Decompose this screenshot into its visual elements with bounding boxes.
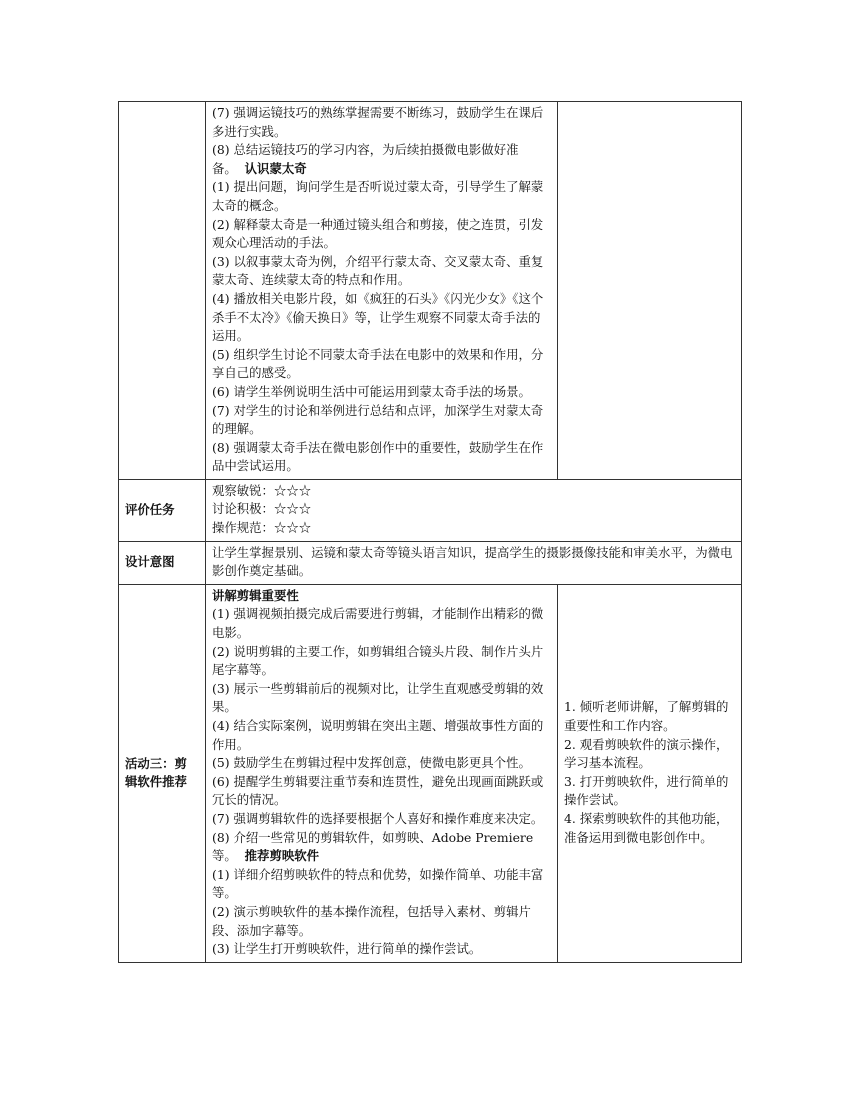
section-heading-editing: 讲解剪辑重要性 <box>212 587 299 603</box>
list-item: (1) 提出问题，询问学生是否听说过蒙太奇，引导学生了解蒙太奇的概念。 <box>212 179 544 213</box>
activity3-label: 活动三：剪辑软件推荐 <box>119 584 206 962</box>
list-item: (3) 展示一些剪辑前后的视频对比，让学生直观感受剪辑的效果。 <box>212 680 544 715</box>
list-item: (8) 总结运镜技巧的学习内容，为后续拍摄微电影做好准备。 认识蒙太奇 <box>212 142 519 176</box>
list-item: (8) 介绍一些常见的剪辑软件，如剪映、Adobe Premiere 等。 推荐剪映软件 <box>212 829 534 864</box>
list-item: (7) 对学生的讨论和举例进行总结和点评，加深学生对蒙太奇的理解。 <box>212 402 544 437</box>
design-intent-label: 设计意图 <box>119 541 206 584</box>
student-step: 2. 观看剪映软件的演示操作，学习基本流程。 <box>564 736 729 771</box>
list-item: (6) 请学生举例说明生活中可能运用到蒙太奇手法的场景。 <box>212 383 531 399</box>
activity3-student-cell <box>558 584 742 962</box>
table-row <box>119 479 742 541</box>
student-step: 3. 打开剪映软件，进行简单的操作尝试。 <box>564 773 729 808</box>
design-intent-text: 让学生掌握景别、运镜和蒙太奇等镜头语言知识，提高学生的摄影摄像技能和审美水平，为微电影创作奠定基础。 <box>206 541 742 584</box>
list-item: (4) 结合实际案例，说明剪辑在突出主题、增强故事性方面的作用。 <box>212 718 544 752</box>
list-item: (8) 强调蒙太奇手法在微电影创作中的重要性，鼓励学生在作品中尝试运用。 <box>212 439 544 474</box>
list-item: (7) 强调运镜技巧的熟练掌握需要不断练习，鼓励学生在课后多进行实践。 <box>212 105 544 139</box>
table-row <box>119 541 742 584</box>
activity3-teacher-cell <box>206 584 558 962</box>
rating-line: 观察敏锐：☆☆☆ <box>212 482 312 498</box>
evaluation-content <box>206 479 742 541</box>
list-item: (5) 组织学生讨论不同蒙太奇手法在电影中的效果和作用，分享自己的感受。 <box>212 346 544 381</box>
section-heading-jianying: 推荐剪映软件 <box>244 848 320 864</box>
list-item: (2) 解释蒙太奇是一种通过镜头组合和剪接，使之连贯，引发观众心理活动的手法。 <box>212 216 544 251</box>
rating-line: 讨论积极：☆☆☆ <box>212 501 312 517</box>
table-row <box>119 102 742 480</box>
student-activity-cell-empty <box>558 102 742 480</box>
student-step: 1. 倾听老师讲解，了解剪辑的重要性和工作内容。 <box>564 699 729 733</box>
student-step: 4. 探索剪映软件的其他功能，准备运用到微电影创作中。 <box>564 810 729 845</box>
list-item: (5) 鼓励学生在剪辑过程中发挥创意，使微电影更具个性。 <box>212 755 531 771</box>
list-item: (4) 播放相关电影片段，如《疯狂的石头》《闪光少女》《这个杀手不太冷》《偷天换日》等，让学生观察不同蒙太奇手法的运用。 <box>212 290 544 344</box>
list-item: (2) 演示剪映软件的基本操作流程，包括导入素材、剪辑片段、添加字幕等。 <box>212 903 531 938</box>
list-item: (1) 强调视频拍摄完成后需要进行剪辑，才能制作出精彩的微电影。 <box>212 606 544 641</box>
list-item: (3) 让学生打开剪映软件，进行简单的操作尝试。 <box>212 941 482 957</box>
section-heading-montage: 认识蒙太奇 <box>244 160 307 176</box>
montage-content-cell <box>206 102 558 480</box>
evaluation-label: 评价任务 <box>119 479 206 541</box>
list-item: (3) 以叙事蒙太奇为例，介绍平行蒙太奇、交叉蒙太奇、重复蒙太奇、连续蒙太奇的特点和作用。 <box>212 253 544 288</box>
list-item: (6) 提醒学生剪辑要注重节奏和连贯性，避免出现画面跳跃或冗长的情况。 <box>212 773 544 808</box>
list-item: (7) 强调剪辑软件的选择要根据个人喜好和操作难度来决定。 <box>212 810 544 826</box>
lesson-plan-table <box>118 101 742 963</box>
list-item: (2) 说明剪辑的主要工作，如剪辑组合镜头片段、制作片头片尾字幕等。 <box>212 643 544 678</box>
list-item: (1) 详细介绍剪映软件的特点和优势，如操作简单、功能丰富等。 <box>212 866 544 901</box>
table-row <box>119 584 742 962</box>
rating-line: 操作规范：☆☆☆ <box>212 520 312 536</box>
row-label-empty <box>119 102 206 480</box>
